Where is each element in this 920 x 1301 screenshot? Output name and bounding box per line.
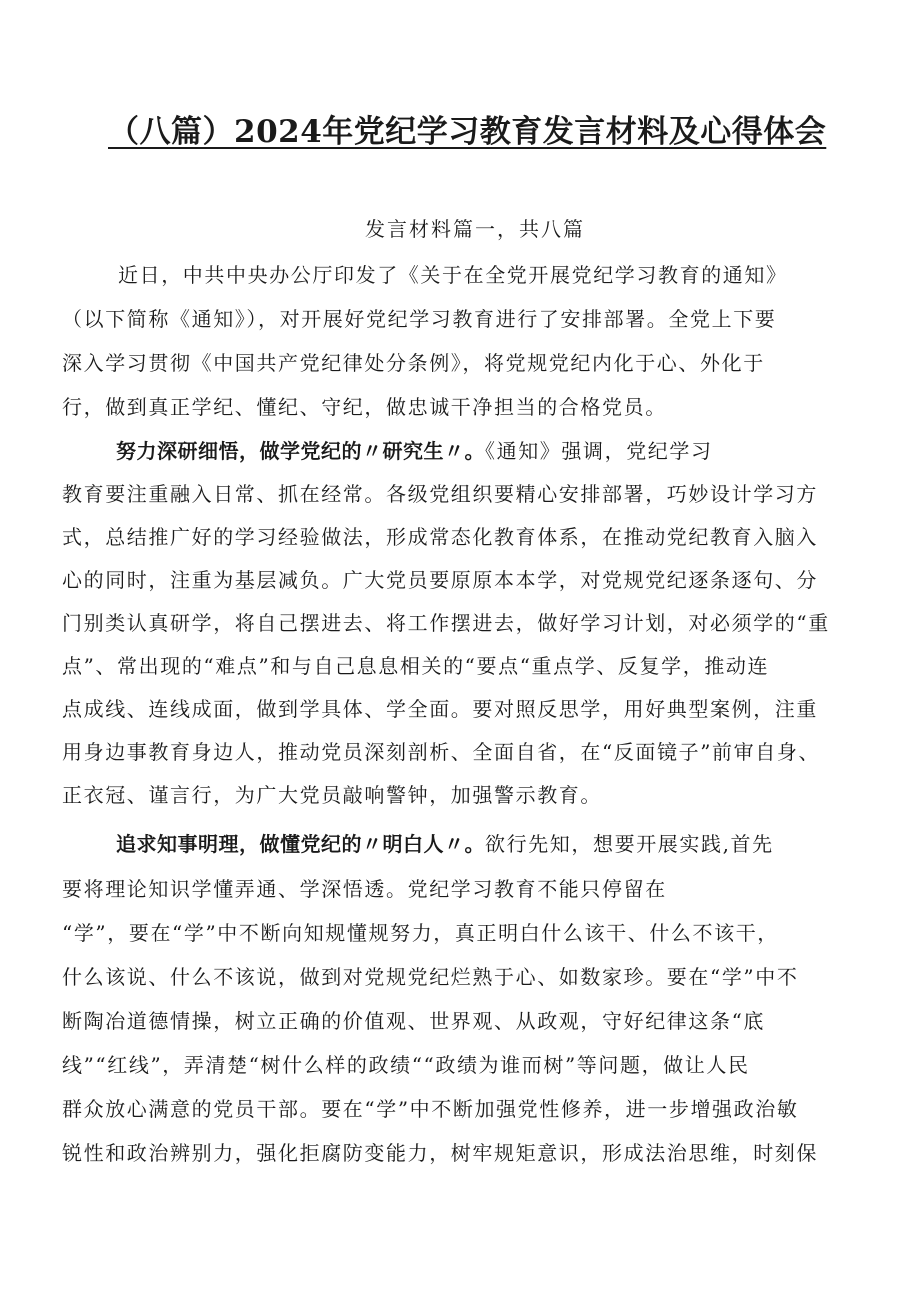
paragraph-3-line: “学”，要在“学”中不断向知规懂规努力，真正明白什么该干、什么不该干， [62, 921, 779, 945]
paragraph-2-line: 用身边事教育身边人，推动党员深刻剖析、全面自省，在“反面镜子”前审自身、 [62, 740, 821, 764]
paragraph-2-line: 教育要注重融入日常、抓在经常。各级党组织要精心安排部署，巧妙设计学习方 [62, 482, 818, 506]
paragraph-3-line: 锐性和政治辨别力，强化拒腐防变能力，树牢规矩意识，形成法治思维，时刻保 [62, 1141, 818, 1165]
paragraph-2-heading: 努力深研细悟，做学党纪的〃研究生〃。 [116, 439, 485, 463]
paragraph-3-line: 什么该说、什么不该说，做到对党规党纪烂熟于心、如数家珍。要在“学”中不 [62, 965, 799, 989]
paragraph-3-heading: 追求知事明理，做懂党纪的〃明白人〃。 [116, 832, 485, 856]
paragraph-2-line: 式，总结推广好的学习经验做法，形成常态化教育体系，在推动党纪教育入脑入 [62, 525, 818, 549]
paragraph-2-first-line [116, 436, 713, 466]
paragraph-2-line: 点”、常出现的“难点”和与自己息息相关的“要点“重点学、反复学，推动连 [62, 654, 770, 678]
paragraph-3-first-line [116, 829, 774, 859]
paragraph-2-line: 点成线、连线成面，做到学具体、学全面。要对照反思学，用好典型案例，注重 [62, 697, 818, 721]
document-title: （八篇）2024年党纪学习教育发言材料及心得体会 [108, 114, 827, 150]
paragraph-3-line: 线”“红线”，弄清楚“树什么样的政绩““政绩为谁而树”等问题，做让人民 [62, 1053, 750, 1077]
paragraph-3-line: 群众放心满意的党员干部。要在“学”中不断加强党性修养，进一步增强政治敏 [62, 1097, 799, 1121]
paragraph-2-lead: 《通知》强调，党纪学习 [485, 439, 713, 463]
paragraph-2-line: 心的同时，注重为基层减负。广大党员要原原本本学，对党规党纪逐条逐句、分 [62, 568, 818, 592]
paragraph-2-line: 门别类认真研学，将自己摆进去、将工作摆进去，做好学习计划，对必须学的“重 [62, 611, 830, 635]
paragraph-3-line: 要将理论知识学懂弄通、学深悟透。党纪学习教育不能只停留在 [62, 877, 667, 901]
paragraph-1-line: 深入学习贯彻《中国共产党纪律处分条例》，将党规党纪内化于心、外化于 [62, 351, 765, 375]
paragraph-2-line: 正衣冠、谨言行，为广大党员敲响警钟，加强警示教育。 [62, 783, 602, 807]
paragraph-1-line: 近日，中共中央办公厅印发了《关于在全党开展党纪学习教育的通知》 [118, 263, 788, 287]
section-subtitle: 发言材料篇一，共八篇 [365, 217, 585, 241]
paragraph-1-line: （以下简称《通知》），对开展好党纪学习教育进行了安排部署。全党上下要 [62, 307, 777, 331]
paragraph-3-lead: 欲行先知，想要开展实践,首先 [485, 832, 774, 856]
paragraph-1-line: 行，做到真正学纪、懂纪、守纪，做忠诚干净担当的合格党员。 [62, 395, 667, 419]
paragraph-3-line: 断陶冶道德情操，树立正确的价值观、世界观、从政观，守好纪律这条“底 [62, 1009, 766, 1033]
